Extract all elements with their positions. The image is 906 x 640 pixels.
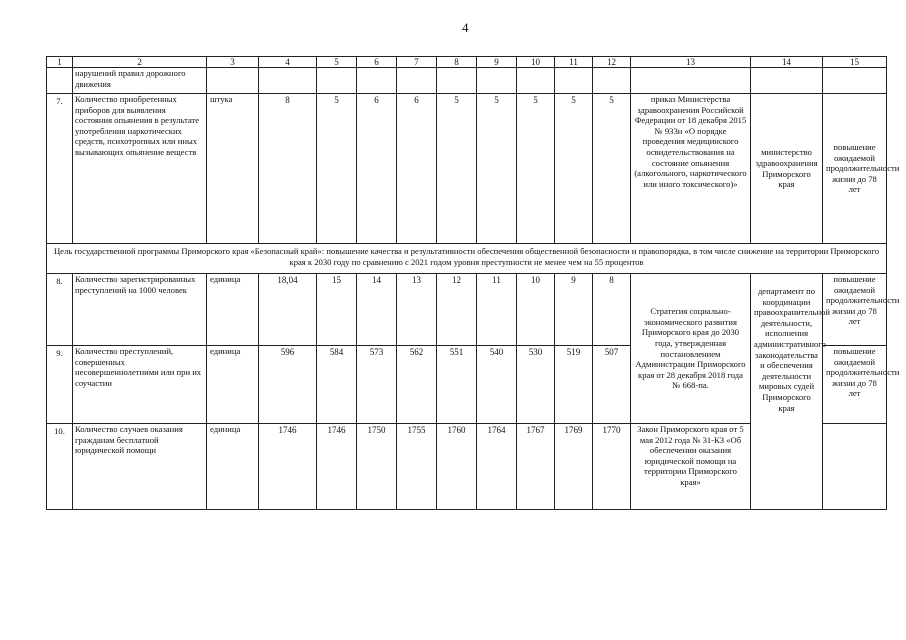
value-cell: 5 [437,94,477,244]
value-cell: 9 [555,274,593,346]
value-cell: 1764 [477,424,517,510]
value-cell: 1750 [357,424,397,510]
value-cell: 530 [517,346,555,424]
row-number: 10. [47,424,73,510]
indicator-name: Количество приобретенных приборов для выявления состояния опьянения в результате употребления наркотических средств, психотропных или иных вызывающих опьянение веществ [73,94,207,244]
legal-basis: Закон Приморского края от 5 мая 2012 года № 31-КЗ «Об обеспечении оказания юридической помощи на территории Приморского края» [631,424,751,510]
legal-basis: приказ Министерства здравоохранения Российской Федерации от 18 декабря 2015 № 933н «О порядке проведения медицинского освидетельствования на состояние опьянения (алкогольного, наркотического или иного токсического)» [631,94,751,244]
header-cell: 12 [593,57,631,68]
value-cell: 10 [517,274,555,346]
legal-basis: Стратегия социально-экономического развития Приморского края до 2030 года, утвержденная постановлением Администрации Приморского края от 28 декабря 2018 года № 668-па. [631,274,751,424]
header-cell: 8 [437,57,477,68]
public-outcome: повышение ожидаемой продолжительности жизни до 78 лет [823,346,887,424]
indicators-table [46,56,900,510]
value-cell: 8 [593,274,631,346]
value-cell: 1746 [317,424,357,510]
row-number: 9. [47,346,73,424]
value-cell: 12 [437,274,477,346]
responsible: департамент по координации правоохранительной деятельности, исполнения административного законодательства и обеспечения деятельности мировых судей Приморского края [751,274,823,510]
header-cell: 14 [751,57,823,68]
value-cell: 573 [357,346,397,424]
goal-row [47,244,887,274]
header-cell: 11 [555,57,593,68]
value-cell: 551 [437,346,477,424]
header-cell: 1 [47,57,73,68]
public-outcome [823,424,887,510]
table-row [47,274,887,346]
table-row [47,94,887,244]
indicator-name: Количество преступлений, совершенных несовершеннолетними или при их соучастии [73,346,207,424]
value-cell: 1770 [593,424,631,510]
value-cell: 5 [477,94,517,244]
row-number: 8. [47,274,73,346]
value-cell: 5 [517,94,555,244]
value-cell: 596 [259,346,317,424]
indicator-name: Количество зарегистрированных преступлений на 1000 человек [73,274,207,346]
header-cell: 2 [73,57,207,68]
public-outcome: повышение ожидаемой продолжительности жизни до 78 лет [823,94,887,244]
indicator-name: Количество случаев оказания гражданам бесплатной юридической помощи [73,424,207,510]
value-cell: 1755 [397,424,437,510]
value-cell: 5 [593,94,631,244]
header-cell: 3 [207,57,259,68]
value-cell: 5 [555,94,593,244]
responsible: министерство здравоохранения Приморского края [751,94,823,244]
value-cell: 1767 [517,424,555,510]
row-number: 7. [47,94,73,244]
header-cell: 5 [317,57,357,68]
value-cell: 18,04 [259,274,317,346]
header-cell: 6 [357,57,397,68]
header-cell: 10 [517,57,555,68]
value-cell: 1746 [259,424,317,510]
unit: единица [207,424,259,510]
header-row [47,57,887,68]
page-number: 4 [462,20,469,35]
value-cell: 6 [397,94,437,244]
unit: штука [207,94,259,244]
header-cell: 15 [823,57,887,68]
public-outcome: повышение ожидаемой продолжительности жизни до 78 лет [823,274,887,346]
value-cell: 1769 [555,424,593,510]
header-cell: 9 [477,57,517,68]
value-cell: 584 [317,346,357,424]
value-cell: 562 [397,346,437,424]
value-cell: 11 [477,274,517,346]
value-cell: 14 [357,274,397,346]
program-goal: Цель государственной программы Приморского края «Безопасный край»: повышение качества и результативности обеспечения общественной безопасности и правопорядка, в том числе снижение на территории Приморского края к 2030 году по сравнению с 2021 годом уровня преступности не менее чем на 55 процентов [47,244,887,274]
unit: единица [207,346,259,424]
header-cell: 7 [397,57,437,68]
value-cell: 8 [259,94,317,244]
value-cell: 13 [397,274,437,346]
value-cell: 5 [317,94,357,244]
header-cell: 4 [259,57,317,68]
value-cell: 6 [357,94,397,244]
header-cell: 13 [631,57,751,68]
indicator-name: нарушений правил дорожного движения [73,68,207,94]
value-cell: 540 [477,346,517,424]
unit: единица [207,274,259,346]
value-cell: 519 [555,346,593,424]
value-cell: 507 [593,346,631,424]
value-cell: 15 [317,274,357,346]
value-cell: 1760 [437,424,477,510]
table-row [47,68,887,94]
